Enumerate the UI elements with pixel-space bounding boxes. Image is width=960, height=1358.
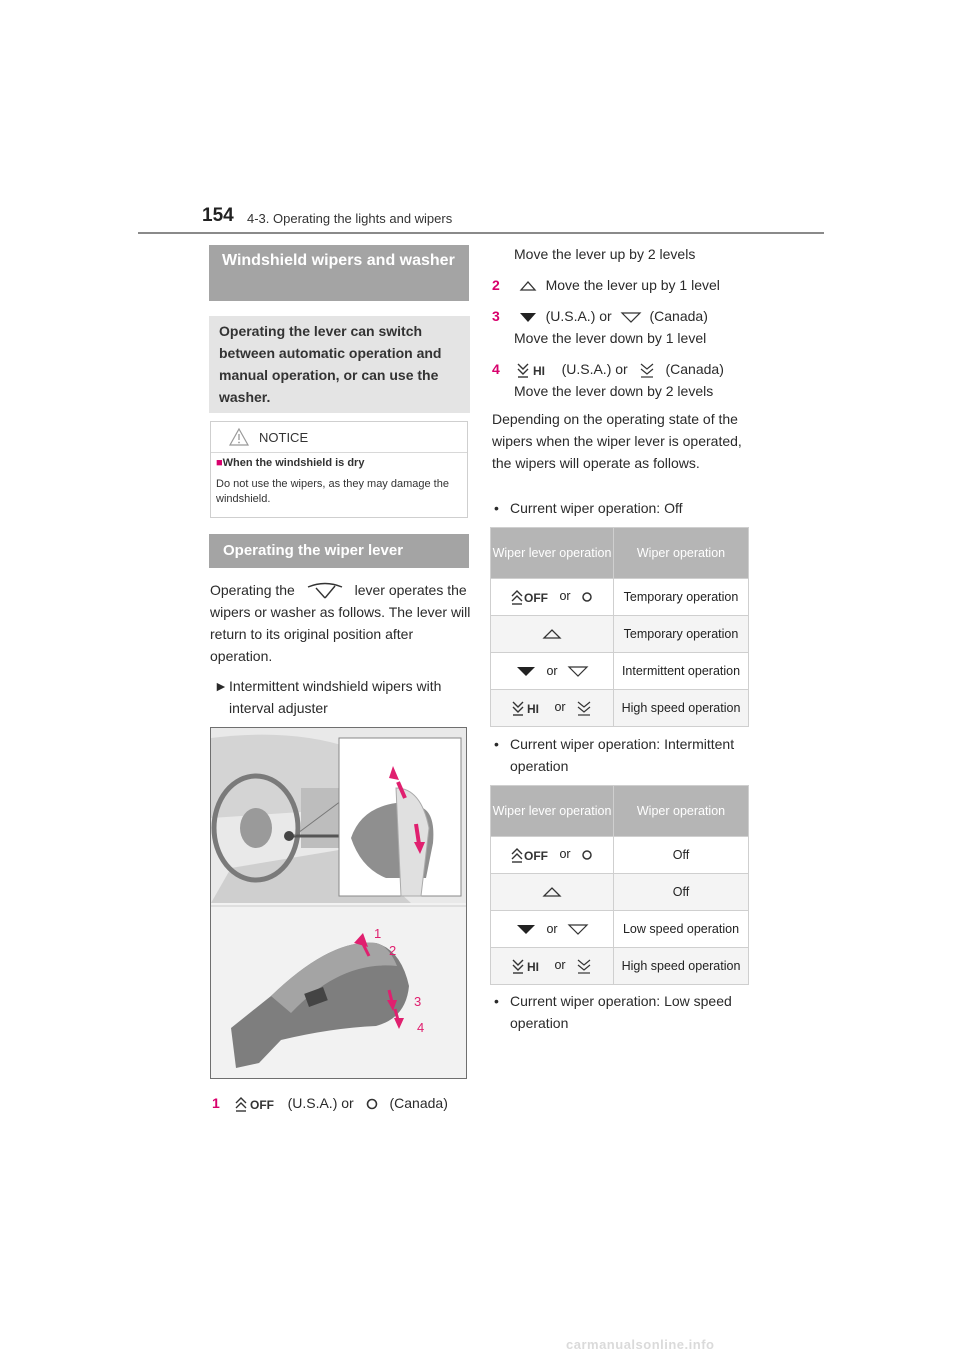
col-header-operation: Wiper operation (614, 786, 749, 837)
table-row (491, 911, 749, 948)
lever-cell (491, 616, 614, 653)
lever-cell: HI or (491, 690, 614, 727)
chevron-up-outline-icon (541, 885, 563, 899)
operation-cell: Off (614, 874, 749, 911)
item-1-continued: Move the lever up by 2 levels (514, 246, 696, 262)
lever-cell: HI or (491, 948, 614, 985)
table-current-off (490, 527, 749, 727)
col-header-operation: Wiper operation (614, 528, 749, 579)
lever-cell: or (491, 911, 614, 948)
table-row (491, 616, 749, 653)
heading-operating-wiper-lever: Operating the wiper lever (209, 534, 469, 568)
intro-box: Operating the lever can switch between automatic operation and manual operation, or can use the washer. (209, 316, 470, 413)
mist-off-icon (510, 589, 550, 605)
double-down-icon (638, 362, 656, 378)
notice-subhead: ■When the windshield is dry (216, 457, 365, 469)
double-down-icon (575, 958, 593, 974)
bullet-current-off: Current wiper operation: Off (510, 500, 683, 516)
table-row (491, 837, 749, 874)
item-4-description: Move the lever down by 2 levels (514, 383, 714, 399)
chevron-up-outline-icon (541, 627, 563, 641)
item-1: 1 OFF (U.S.A.) or (Canada) (212, 1095, 448, 1113)
lever-cell: or (491, 653, 614, 690)
triangle-down-filled-icon (515, 922, 537, 936)
table-row (491, 690, 749, 727)
operating-state-description: Depending on the operating state of the wipers when the wiper lever is operated, the wipers will operate as follows. (492, 411, 742, 471)
operation-cell: Temporary operation (614, 616, 749, 653)
figure-number-2: 2 (389, 943, 397, 958)
bullet-dot-1: • (494, 500, 499, 516)
item-4-number: 4 (492, 361, 500, 377)
operation-cell: Low speed operation (614, 911, 749, 948)
table-header-row (491, 528, 749, 579)
section-title: 4-3. Operating the lights and wipers (247, 211, 453, 226)
operation-cell: Intermittent operation (614, 653, 749, 690)
hi-speed-icon (511, 700, 545, 716)
notice-header (211, 422, 467, 453)
heading-windshield-wipers: Windshield wipers and washer (209, 245, 469, 301)
mist-off-icon (510, 847, 550, 863)
figure-number-3: 3 (414, 994, 422, 1009)
header-rule (138, 232, 824, 234)
triangle-down-outline-icon (567, 922, 589, 936)
double-down-icon (575, 700, 593, 716)
watermark: carmanualsonline.info (566, 1337, 715, 1352)
bullet-intermittent: Intermittent windshield wipers with interval adjuster (229, 678, 442, 716)
triangle-down-outline-icon (620, 310, 642, 324)
svg-text:OFF: OFF (523, 849, 548, 863)
item-1-number: 1 (212, 1095, 220, 1111)
svg-text:OFF: OFF (523, 591, 548, 605)
lever-cell: OFF or (491, 837, 614, 874)
lever-cell: OFF or (491, 579, 614, 616)
figure-number-4: 4 (417, 1020, 425, 1035)
bullet-dot-3: • (494, 993, 499, 1009)
chevron-up-outline-icon (518, 279, 538, 293)
notice-label: NOTICE (259, 430, 309, 445)
warning-icon (228, 427, 250, 447)
item-2: 2 Move the lever up by 1 level (492, 277, 720, 293)
auto-circle-icon (364, 1096, 380, 1112)
triangle-down-filled-icon (515, 664, 537, 678)
table-row (491, 948, 749, 985)
wiper-icon (305, 582, 345, 600)
svg-text:HI: HI (526, 702, 539, 716)
item-4: 4 HI (U.S.A.) or (Canada) (492, 361, 724, 379)
table-row (491, 579, 749, 616)
triangle-down-outline-icon (567, 664, 589, 678)
figure-number-1: 1 (374, 926, 382, 941)
mist-off-icon (234, 1096, 284, 1112)
auto-circle-icon (580, 590, 594, 604)
notice-box (210, 421, 468, 518)
wiper-lever-paragraph: Operating the lever operates the wipers or washer as follows. The lever will return to its original position after operation. (210, 582, 471, 664)
auto-circle-icon (580, 848, 594, 862)
operation-cell: High speed operation (614, 948, 749, 985)
operation-cell: Temporary operation (614, 579, 749, 616)
bullet-marker: ► (214, 678, 228, 694)
item-3-number: 3 (492, 308, 500, 324)
wiper-lever-figure (211, 728, 467, 1079)
hi-speed-icon (516, 362, 554, 378)
table-current-intermittent (490, 785, 749, 985)
svg-text:HI: HI (526, 960, 539, 974)
wiper-lever-illustration (210, 727, 467, 1079)
item-3-description: Move the lever down by 1 level (514, 330, 707, 346)
bullet-current-low: Current wiper operation: Low speed operation (510, 993, 732, 1031)
table-header-row (491, 786, 749, 837)
operation-cell: High speed operation (614, 690, 749, 727)
operation-cell: Off (614, 837, 749, 874)
svg-text:OFF: OFF (249, 1098, 274, 1113)
col-header-lever: Wiper lever operation (491, 528, 614, 579)
hi-speed-icon (511, 958, 545, 974)
table-row (491, 653, 749, 690)
notice-body: Do not use the wipers, as they may damage the windshield. (216, 478, 449, 505)
bullet-current-intermittent: Current wiper operation: Intermittent operation (510, 736, 735, 774)
col-header-lever: Wiper lever operation (491, 786, 614, 837)
page-number: 154 (202, 205, 234, 226)
bullet-dot-2: • (494, 736, 499, 752)
lever-cell (491, 874, 614, 911)
triangle-down-filled-icon (518, 310, 538, 324)
item-2-number: 2 (492, 277, 500, 293)
table-row (491, 874, 749, 911)
item-3: 3 (U.S.A.) or (Canada) (492, 308, 708, 324)
svg-text:HI: HI (532, 364, 545, 379)
